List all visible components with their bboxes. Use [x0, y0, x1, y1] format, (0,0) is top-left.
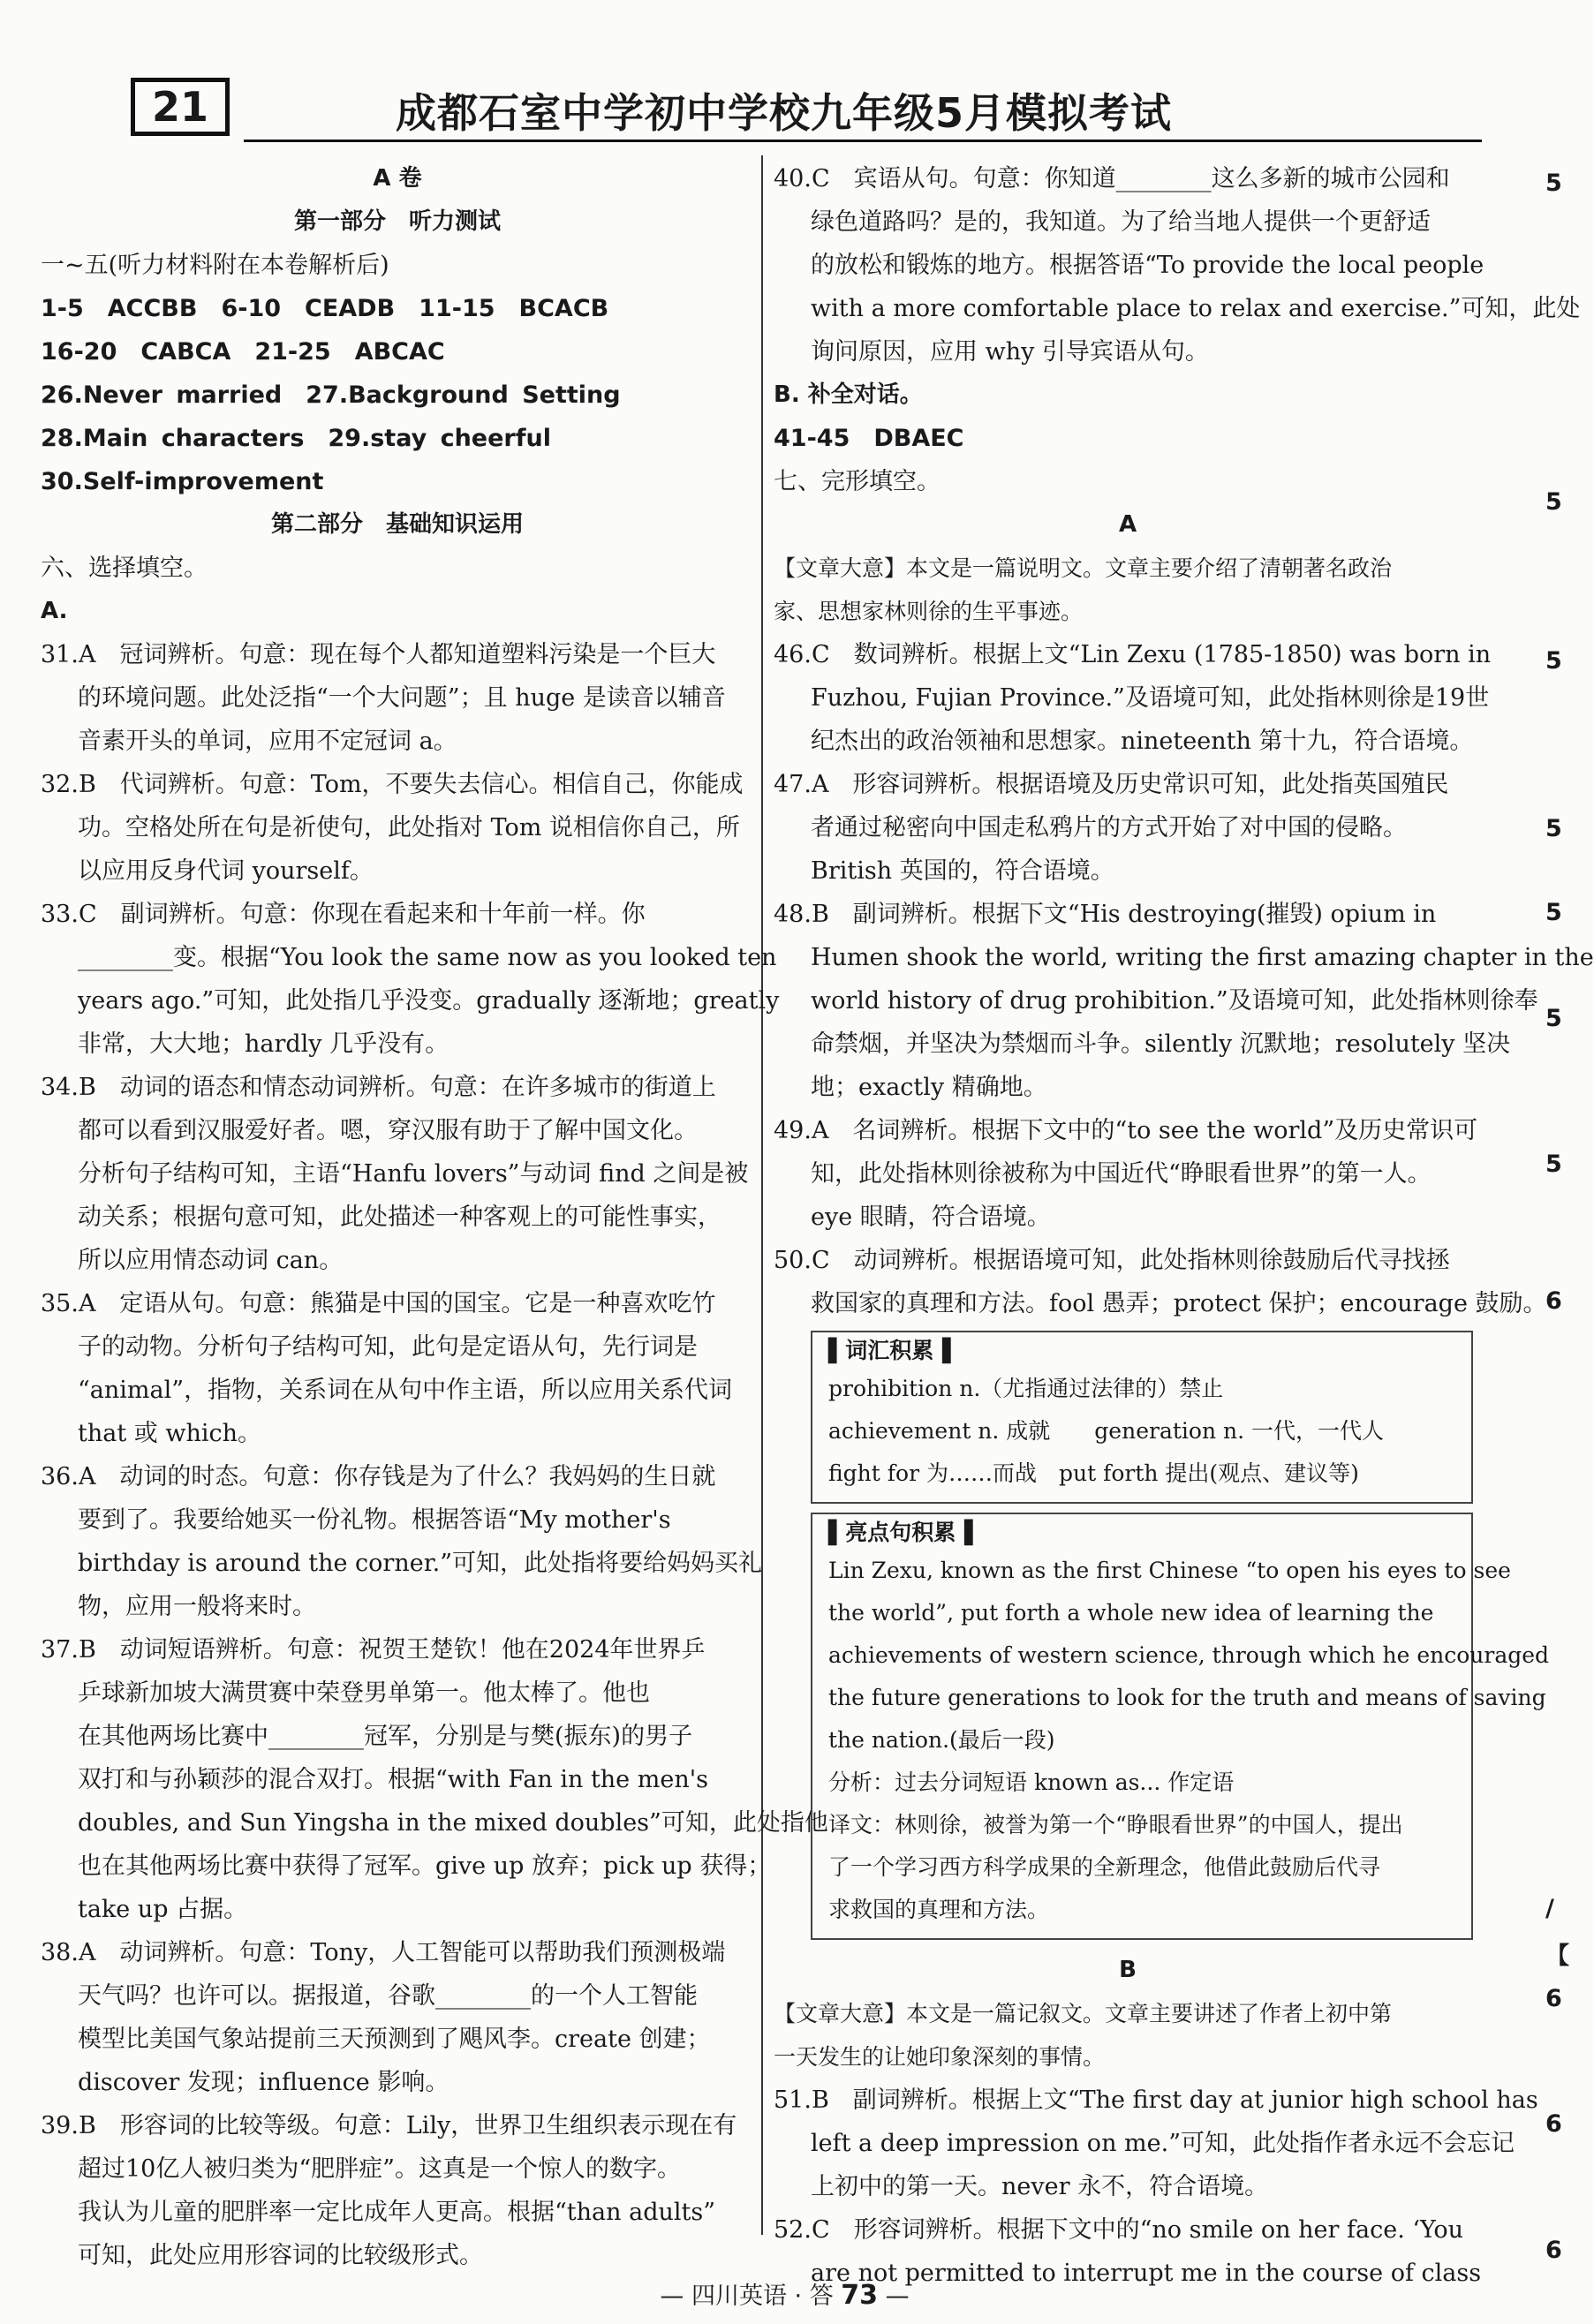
text-line: that 或 which。 [78, 1420, 261, 1447]
text-line: A [1118, 511, 1137, 538]
text-line: 功。空格处所在句是祈使句，此处指对 Tom 说相信你自己，所 [78, 814, 740, 841]
text-line: 39.B 形容词的比较等级。句意：Lily，世界卫生组织表示现在有 [41, 2112, 737, 2139]
text-line: 31.A 冠词辨析。句意：现在每个人都知道塑料污染是一个巨大 [41, 641, 716, 668]
text-line: 一天发生的让她印象深刻的事情。 [774, 2044, 1106, 2070]
text-line: Humen shook the world, writing the first amazing chapter in the [811, 944, 1594, 971]
text-line: 50.C 动词辨析。根据语境可知，此处指林则徐鼓励后代寻找拯 [774, 1247, 1450, 1274]
page-header [131, 78, 1482, 143]
text-line: 命禁烟，并坚决为禁烟而斗争。silently 沉默地；resolutely 坚决 [811, 1030, 1511, 1058]
text-line: 音素开头的单词，应用不定冠词 a。 [78, 728, 457, 755]
box-line: prohibition n.（尤指通过法律的）禁止 [828, 1376, 1224, 1401]
text-line: 41-45 DBAEC [774, 425, 964, 452]
vocabulary-box-lines [828, 1368, 1455, 1495]
page-number: 73 [841, 2280, 879, 2311]
box-line: Lin Zexu, known as the first Chinese “to open his eyes to see [828, 1558, 1511, 1583]
text-line: 46.C 数词辨析。根据上文“Lin Zexu (1785-1850) was born in [774, 641, 1492, 668]
text-line: 物，应用一般将来时。 [78, 1593, 316, 1620]
text-line: 16-20 CABCA 21-25 ABCAC [41, 338, 445, 366]
text-line: 家、思想家林则徐的生平事迹。 [774, 599, 1084, 624]
text-line: 动关系；根据句意可知，此处描述一种客观上的可能性事实， [78, 1204, 721, 1231]
text-line: with a more comfortable place to relax and exercise.”可知，此处 [811, 295, 1581, 322]
text-line: 知，此处指林则徐被称为中国近代“睁眼看世界”的第一人。 [811, 1160, 1432, 1188]
exam-title: 成都石室中学初中学校九年级5月模拟考试 [396, 89, 1173, 137]
text-line: 在其他两场比赛中________冠军，分别是与樊(振东)的男子 [78, 1723, 693, 1750]
text-line: Fuzhou, Fujian Province.”及语境可知，此处指林则徐是19世 [811, 684, 1490, 712]
text-line: 询问原因，应用 why 引导宾语从句。 [811, 338, 1209, 366]
text-line: 纪杰出的政治领袖和思想家。nineteenth 第十九，符合语境。 [811, 728, 1474, 755]
text-line: 第二部分 基础知识运用 [270, 511, 524, 538]
text-line: world history of drug prohibition.”及语境可知，此处指林则徐奉 [811, 987, 1538, 1015]
text-line: 52.C 形容词辨析。根据下文中的“no smile on her face. ‘You [774, 2216, 1464, 2244]
footer-prefix: — 四川英语 · 答 [660, 2282, 834, 2310]
text-line: 地；exactly 精确地。 [811, 1074, 1047, 1101]
box-line: 分析：过去分词短语 known as... 作定语 [828, 1769, 1235, 1795]
text-line: 35.A 定语从句。句意：熊猫是中国的国宝。它是一种喜欢吃竹 [41, 1290, 716, 1317]
text-line: 者通过秘密向中国走私鸦片的方式开始了对中国的侵略。 [811, 814, 1407, 841]
text-line: 超过10亿人被归类为“肥胖症”。这真是一个惊人的数字。 [78, 2155, 681, 2183]
text-line: A. [41, 598, 68, 624]
text-line: 33.C 副词辨析。句意：你现在看起来和十年前一样。你 [41, 901, 646, 928]
text-line: take up 占据。 [78, 1896, 248, 1923]
text-line: 绿色道路吗？是的，我知道。为了给当地人提供一个更舒适 [811, 208, 1431, 236]
next-column-sliver: 5 5 5 5 5 5 5 6 / 【 6 6 6 [1545, 170, 1569, 2264]
text-line: 天气吗？也许可以。据报道，谷歌________的一个人工智能 [78, 1982, 698, 2010]
column-divider [761, 155, 763, 2235]
box-line: the world”, put forth a whole new idea of learning the [828, 1600, 1434, 1626]
text-line: 子的动物。分析句子结构可知，此句是定语从句，先行词是 [78, 1333, 698, 1361]
highlight-sentence-box [811, 1513, 1550, 1940]
highlight-box-lines [828, 1550, 1550, 1931]
left-column [41, 157, 828, 2277]
text-line: 一~五(听力材料附在本卷解析后) [41, 252, 389, 279]
box-line: achievements of western science, through which he encouraged [828, 1642, 1550, 1668]
text-line: years ago.”可知，此处指几乎没变。gradually 逐渐地；greatly [78, 987, 780, 1015]
text-line: 【文章大意】本文是一篇说明文。文章主要介绍了清朝著名政治 [774, 555, 1393, 581]
box-line: 了一个学习西方科学成果的全新理念，他借此鼓励后代寻 [828, 1854, 1381, 1880]
text-line: 47.A 形容词辨析。根据语境及历史常识可知，此处指英国殖民 [774, 771, 1449, 798]
text-line: 30.Self-improvement [41, 468, 324, 495]
text-line: 第一部分 听力测试 [293, 208, 501, 235]
text-line: 34.B 动词的语态和情态动词辨析。句意：在许多城市的街道上 [41, 1074, 716, 1101]
box-line: the future generations to look for the truth and means of saving [828, 1685, 1546, 1710]
text-line: 以应用反身代词 yourself。 [78, 857, 374, 885]
vocabulary-box [811, 1331, 1473, 1504]
header-rule [244, 140, 1482, 142]
text-line: 要到了。我要给她买一份礼物。根据答语“My mother's [78, 1506, 671, 1534]
text-line: 我认为儿童的肥胖率一定比成年人更高。根据“than adults” [78, 2199, 716, 2226]
text-line: A 卷 [373, 165, 422, 192]
page-footer [0, 2276, 1569, 2311]
text-line: 的放松和锻炼的地方。根据答语“To provide the local people [811, 252, 1484, 279]
text-line: left a deep impression on me.”可知，此处指作者永远不会忘记 [811, 2130, 1515, 2157]
text-line: 26.Never married 27.Background Setting [41, 381, 621, 409]
text-line: 49.A 名词辨析。根据下文中的“to see the world”及历史常识可 [774, 1117, 1478, 1144]
box-line: fight for 为……而战 put forth 提出(观点、建议等) [828, 1460, 1359, 1486]
text-line: 36.A 动词的时态。句意：你存钱是为了什么？我妈妈的生日就 [41, 1463, 716, 1490]
text-line: birthday is around the corner.”可知，此处指将要给妈妈买礼 [78, 1550, 763, 1577]
box-line: the nation.(最后一段) [828, 1727, 1055, 1753]
text-line: 51.B 副词辨析。根据上文“The first day at junior high school has [774, 2086, 1538, 2114]
text-line: 六、选择填空。 [41, 555, 208, 582]
text-line: ________变。根据“You look the same now as you looked ten [78, 944, 777, 971]
text-line: 40.C 宾语从句。句意：你知道________这么多新的城市公园和 [774, 165, 1450, 192]
text-line: discover 发现；influence 影响。 [78, 2069, 449, 2096]
right-lines-bottom [774, 1949, 1538, 2295]
text-line: 的环境问题。此处泛指“一个大问题”；且 huge 是读音以辅音 [78, 684, 726, 712]
text-line: 32.B 代词辨析。句意：Tom，不要失去信心。相信自己，你能成 [41, 771, 744, 798]
text-line: 都可以看到汉服爱好者。嗯，穿汉服有助于了解中国文化。 [78, 1117, 698, 1144]
text-line: doubles, and Sun Yingsha in the mixed doubles”可知，此处指他 [78, 1809, 828, 1837]
text-line: 也在其他两场比赛中获得了冠军。give up 放弃；pick up 获得； [78, 1852, 772, 1880]
text-line: 乒球新加坡大满贯赛中荣登男单第一。他太棒了。他也 [78, 1679, 650, 1707]
text-line: 救国家的真理和方法。fool 愚弄；protect 保护；encourage 鼓励。 [811, 1290, 1547, 1317]
text-line: “animal”，指物，关系词在从句中作主语，所以应用关系代词 [78, 1377, 733, 1404]
exam-number: 21 [131, 78, 230, 136]
text-line: 38.A 动词辨析。句意：Tony，人工智能可以帮助我们预测极端 [41, 1939, 726, 1966]
highlight-box-title: ▌亮点句积累▐ [828, 1520, 973, 1545]
text-line: B [1119, 1957, 1137, 1983]
text-line: 可知，此处应用形容词的比较级形式。 [78, 2242, 483, 2269]
text-line: 所以应用情态动词 can。 [78, 1247, 344, 1274]
vocabulary-box-title: ▌词汇积累▐ [828, 1338, 951, 1363]
text-line: British 英国的，符合语境。 [811, 857, 1114, 885]
text-line: 【文章大意】本文是一篇记叙文。文章主要讲述了作者上初中第 [774, 2001, 1393, 2026]
text-line: 1-5 ACCBB 6-10 CEADB 11-15 BCACB [41, 295, 609, 322]
text-line: 上初中的第一天。never 永不，符合语境。 [811, 2173, 1269, 2200]
text-line: 分析句子结构可知，主语“Hanfu lovers”与动词 find 之间是被 [78, 1160, 749, 1188]
box-line: achievement n. 成就 generation n. 一代，一代人 [828, 1418, 1384, 1444]
text-line: 非常，大大地；hardly 几乎没有。 [78, 1030, 449, 1058]
text-line: 模型比美国气象站提前三天预测到了飓风李。create 创建； [78, 2026, 711, 2053]
text-line: 双打和与孙颖莎的混合双打。根据“with Fan in the men's [78, 1766, 708, 1793]
footer-suffix: — [885, 2282, 910, 2310]
text-line: 28.Main characters 29.stay cheerful [41, 425, 551, 452]
text-line: 37.B 动词短语辨析。句意：祝贺王楚钦！他在2024年世界乒 [41, 1636, 706, 1664]
text-line: 七、完形填空。 [774, 468, 941, 495]
box-line: 求救国的真理和方法。 [828, 1897, 1050, 1922]
text-line: 48.B 副词辨析。根据下文“His destroying(摧毁) opium in [774, 901, 1437, 928]
text-line: are not permitted to interrupt me in the course of class [811, 2260, 1482, 2287]
text-line: B. 补全对话。 [774, 381, 923, 408]
box-line: 译文：林则徐，被誉为第一个“睁眼看世界”的中国人，提出 [828, 1812, 1403, 1837]
text-line: eye 眼睛，符合语境。 [811, 1204, 1051, 1231]
